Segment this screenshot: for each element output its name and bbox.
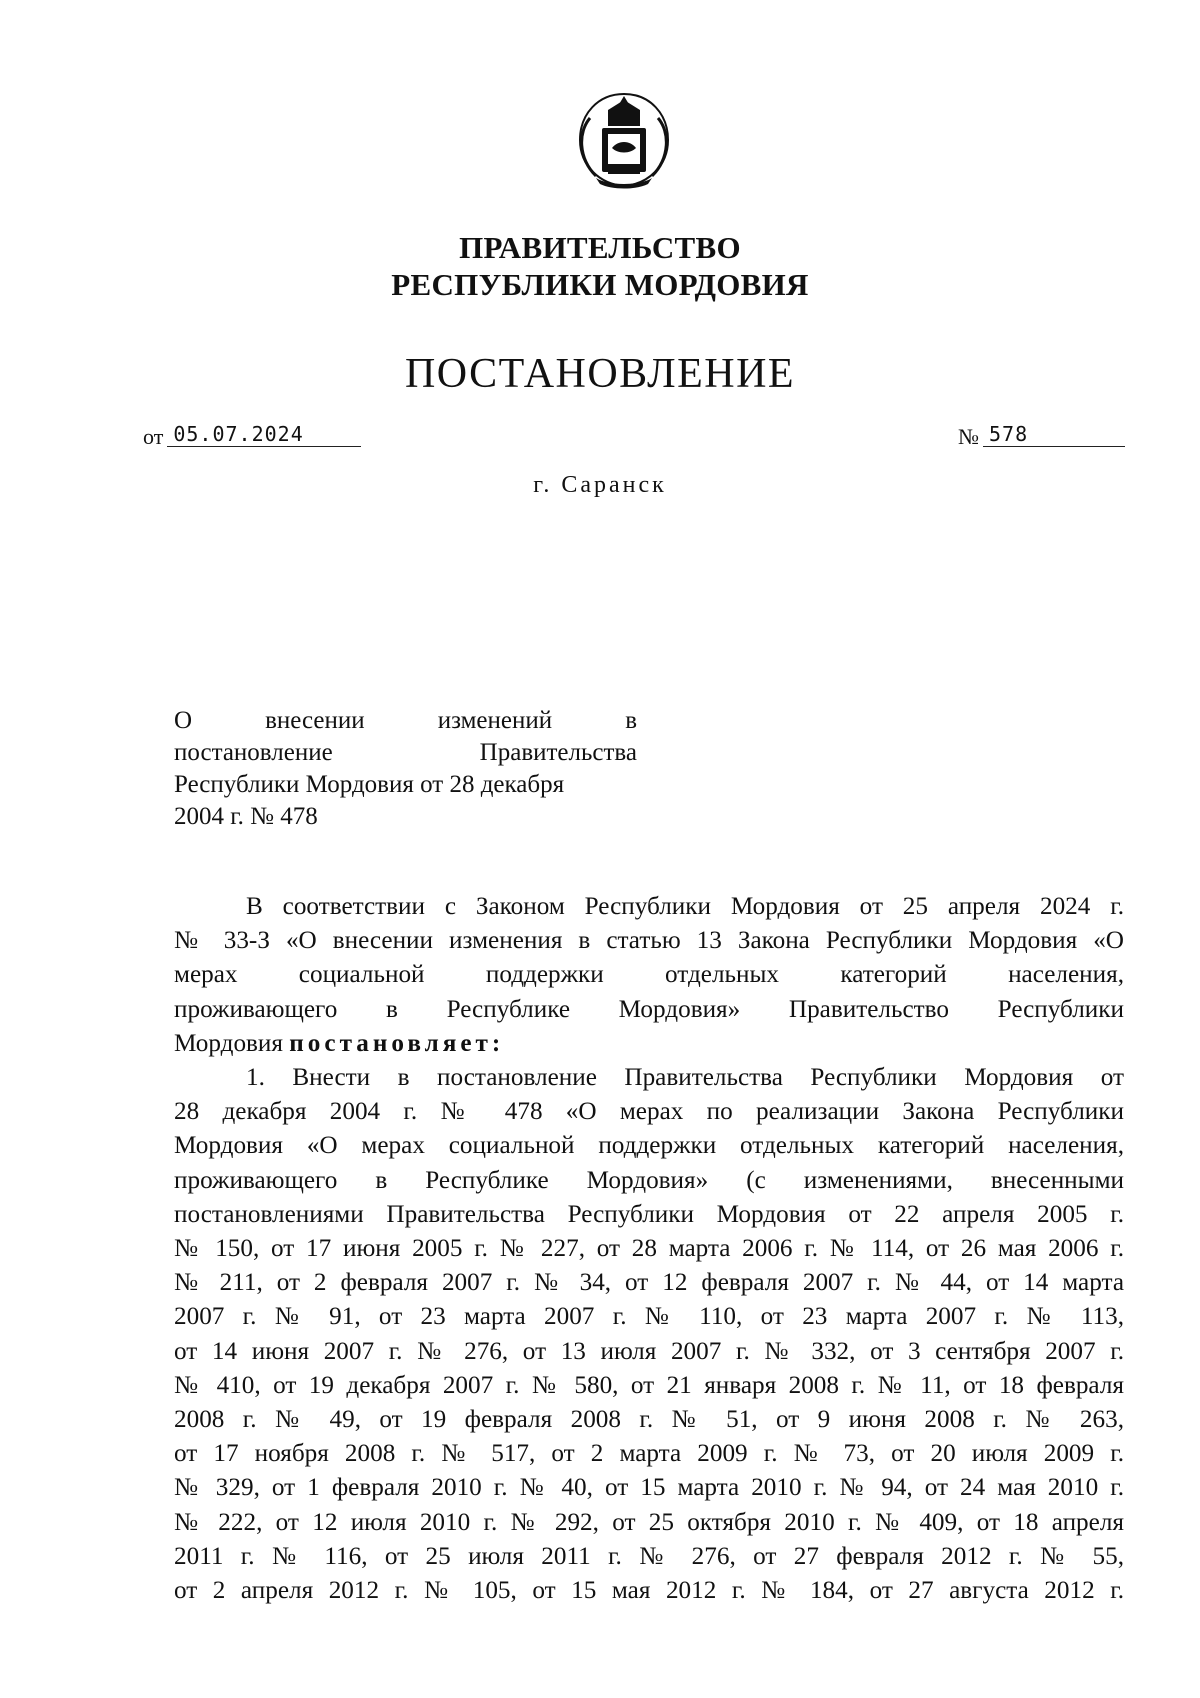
subject-line: О внесении изменений в — [174, 707, 637, 734]
body-line: № 211, от 2 февраля 2007 г. № 34, от 12 февраля 2007 г. № 44, от 14 марта — [174, 1269, 1124, 1297]
date-field: 05.07.2024 — [167, 422, 361, 447]
body-line: В соответствии с Законом Республики Мордовия от 25 апреля 2024 г. — [246, 893, 1124, 920]
org-name-line1: ПРАВИТЕЛЬСТВО — [459, 230, 741, 265]
body-line: от 17 ноября 2008 г. № 517, от 2 марта 2009 г. № 73, от 20 июля 2009 г. — [174, 1440, 1124, 1468]
body-line: Мордовия «О мерах социальной поддержки отдельных категорий населения, — [174, 1132, 1124, 1160]
coat-of-arms-emblem — [568, 88, 680, 192]
date-prefix: от — [143, 424, 164, 449]
body-line: 2008 г. № 49, от 19 февраля 2008 г. № 51, от 9 июня 2008 г. № 263, — [174, 1406, 1124, 1434]
org-name-line2: РЕСПУБЛИКИ МОРДОВИЯ — [391, 267, 809, 302]
date-row — [143, 424, 361, 450]
body-line — [174, 1027, 1124, 1061]
body-line: № 329, от 1 февраля 2010 г. № 40, от 15 марта 2010 г. № 94, от 24 мая 2010 г. — [174, 1474, 1124, 1502]
item-1-paragraph — [174, 1061, 1124, 1608]
body-line: № 150, от 17 июня 2005 г. № 227, от 28 марта 2006 г. № 114, от 26 мая 2006 г. — [174, 1235, 1124, 1263]
document-type-title: ПОСТАНОВЛЕНИЕ — [404, 351, 796, 397]
body-line: 1. Внести в постановление Правительства Республики Мордовия от — [246, 1064, 1124, 1092]
number-prefix: № — [958, 424, 979, 449]
body-line: постановлениями Правительства Республики Мордовия от 22 апреля 2005 г. — [174, 1200, 1124, 1228]
body-line: мерах социальной поддержки отдельных категорий населения, — [174, 961, 1124, 989]
subject-line: постановление Правительства — [174, 739, 637, 766]
preamble-paragraph — [174, 890, 1124, 1061]
document-body — [174, 890, 1124, 1608]
number-field: 578 — [983, 422, 1125, 447]
number-row — [958, 424, 1125, 450]
body-line: 2011 г. № 116, от 25 июля 2011 г. № 276, от 27 февраля 2012 г. № 55, — [174, 1542, 1124, 1570]
preamble-end-text: Мордовия — [174, 1029, 283, 1057]
body-line: от 14 июня 2007 г. № 276, от 13 июля 2007 г. № 332, от 3 сентября 2007 г. — [174, 1337, 1124, 1365]
body-line: № 33-З «О внесении изменения в статью 13 Закона Республики Мордовия «О — [174, 927, 1124, 955]
body-line: проживающего в Республике Мордовия» (с изменениями, внесенными — [174, 1166, 1124, 1194]
city-line: г. Саранск — [533, 472, 667, 498]
body-line: проживающего в Республике Мордовия» Правительство Республики — [174, 995, 1124, 1023]
subject-line: 2004 г. № 478 — [174, 803, 318, 830]
body-line: № 410, от 19 декабря 2007 г. № 580, от 21 января 2008 г. № 11, от 18 февраля — [174, 1371, 1124, 1399]
body-line: от 2 апреля 2012 г. № 105, от 15 мая 2012 г. № 184, от 27 августа 2012 г. — [174, 1577, 1124, 1605]
body-line: № 222, от 12 июля 2010 г. № 292, от 25 октября 2010 г. № 409, от 18 апреля — [174, 1508, 1124, 1536]
decree-word: постановляет: — [289, 1029, 505, 1057]
body-line: 2007 г. № 91, от 23 марта 2007 г. № 110, от 23 марта 2007 г. № 113, — [174, 1303, 1124, 1331]
document-subject — [174, 705, 637, 833]
subject-line: Республики Мордовия от 28 декабря — [174, 771, 565, 798]
body-line: 28 декабря 2004 г. № 478 «О мерах по реализации Закона Республики — [174, 1098, 1124, 1126]
